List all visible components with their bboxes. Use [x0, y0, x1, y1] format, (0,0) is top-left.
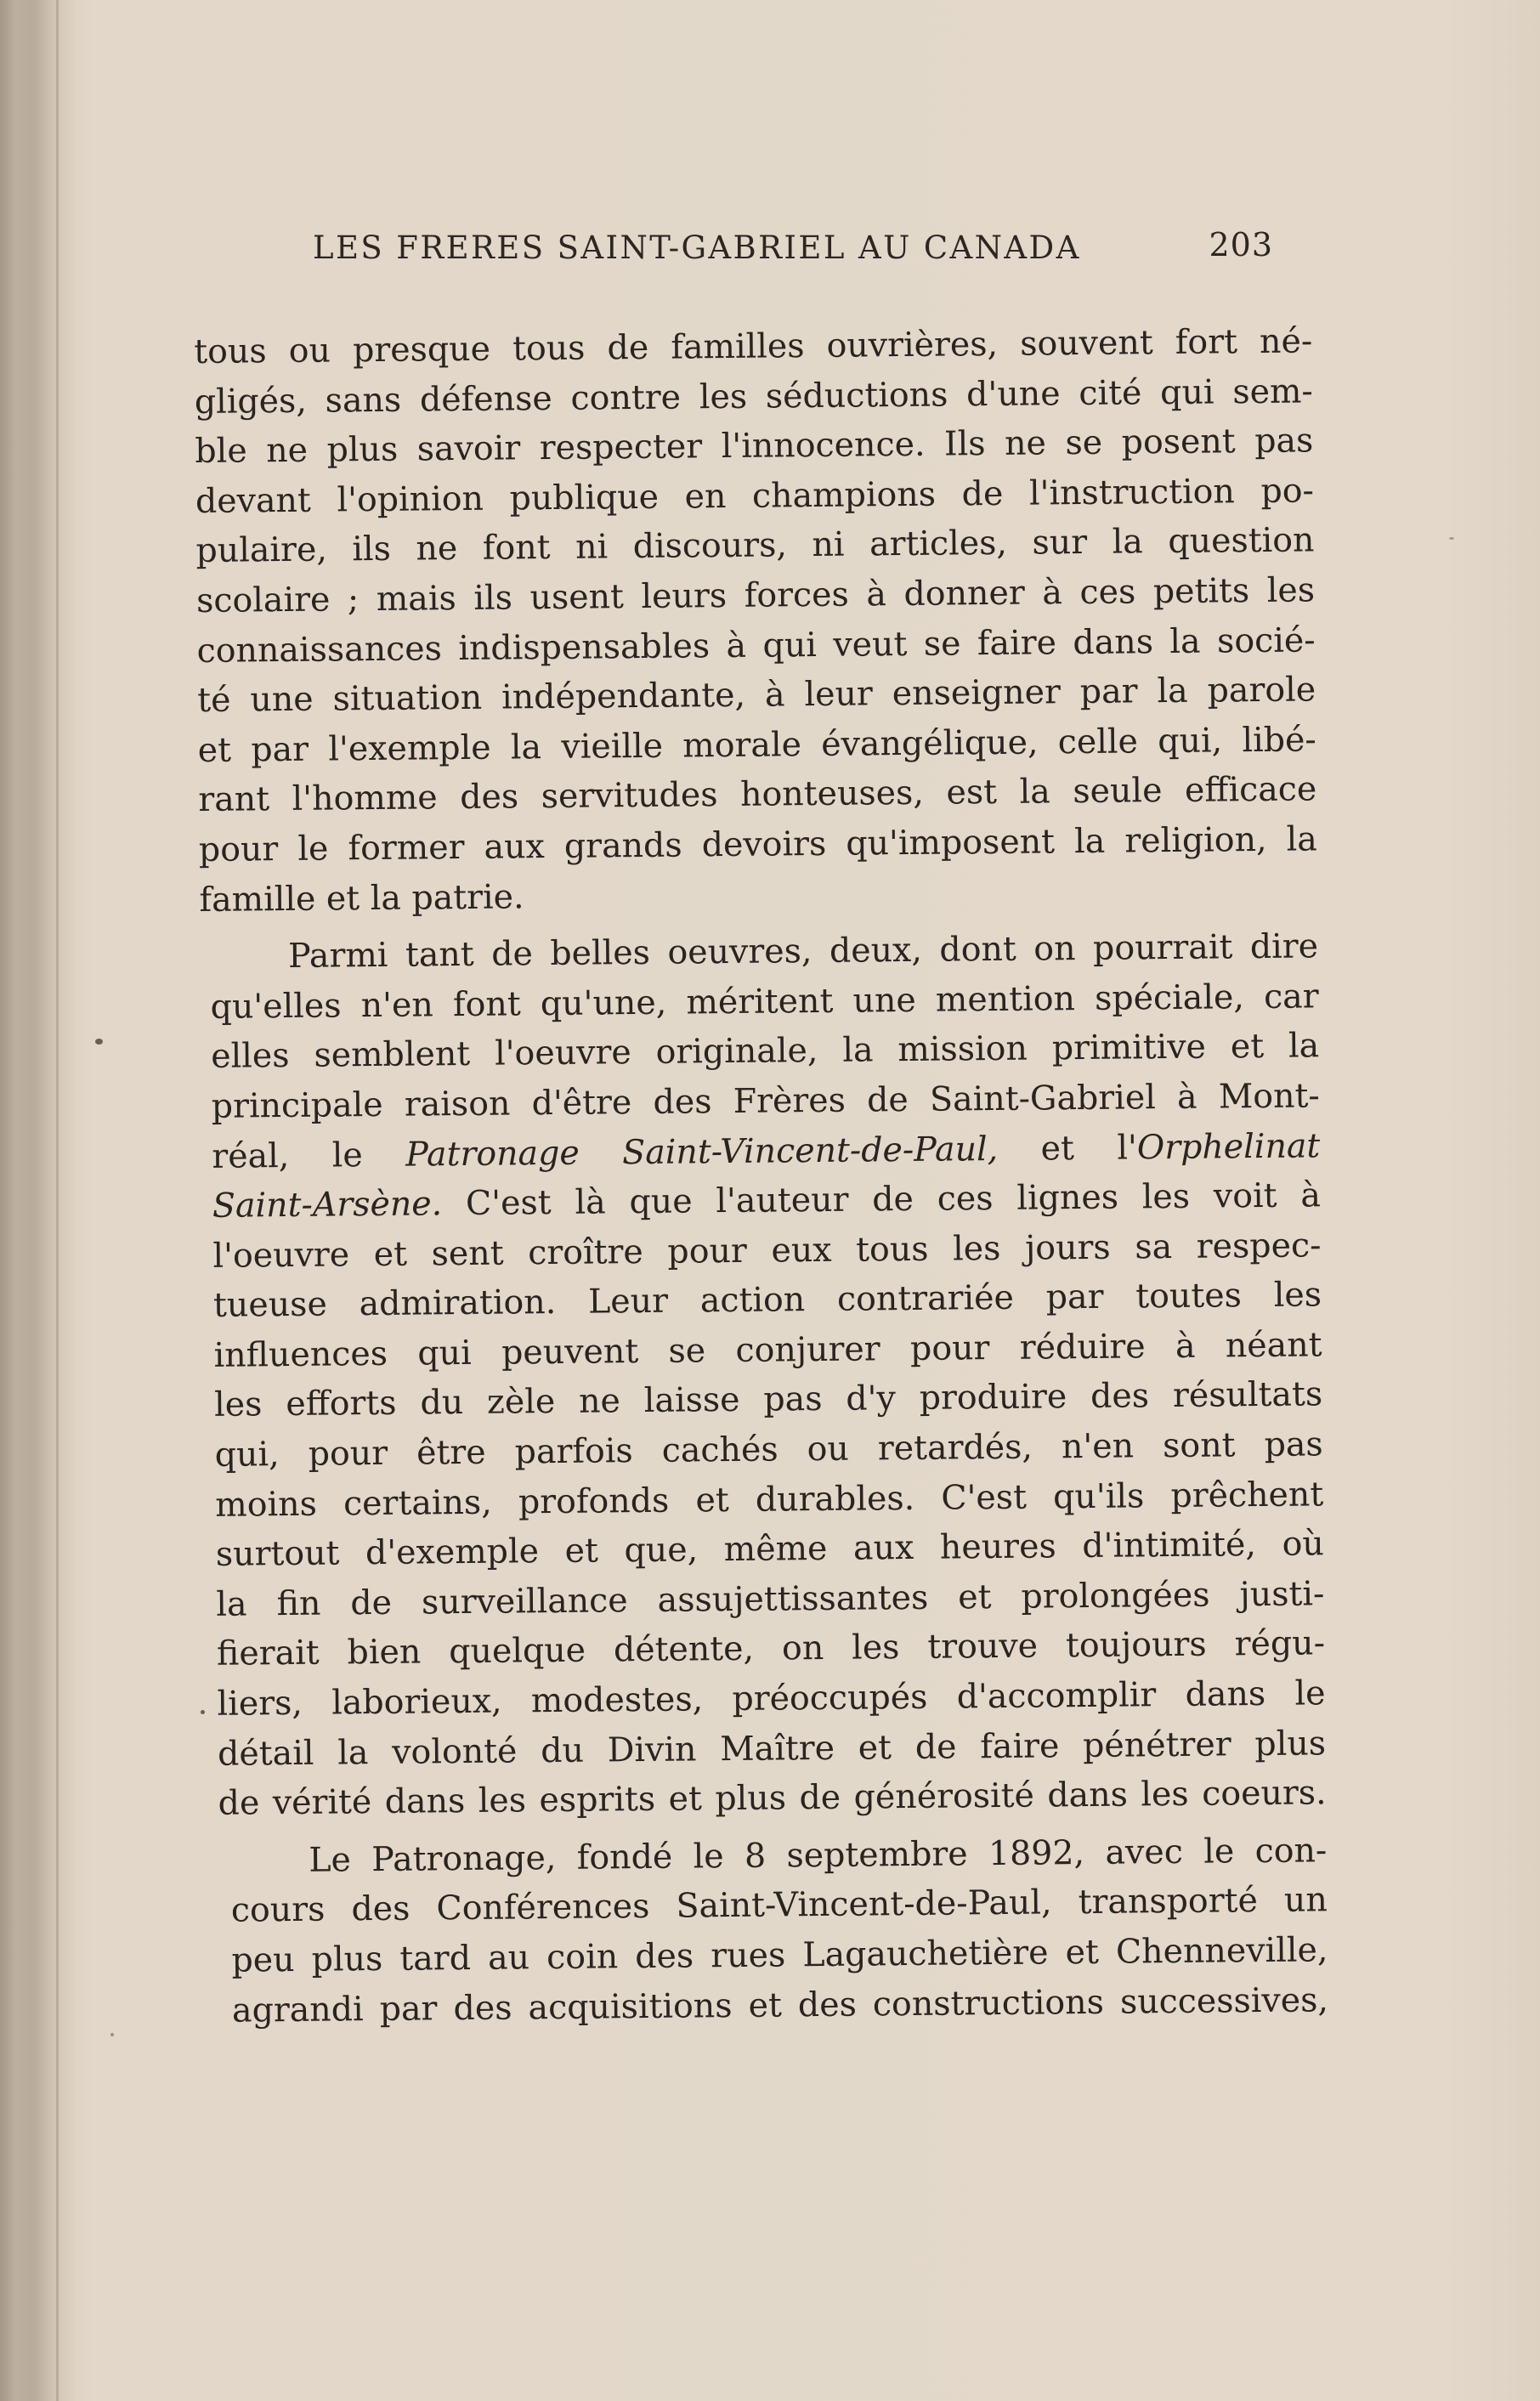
text-line: l'oeuvre et sent croître pour eux tous les jours sa respec-	[212, 1226, 1322, 1276]
italic-title-patronage: Patronage Saint-Vincent-de-Paul,	[405, 1129, 999, 1175]
text-run: C'est là que l'auteur de ces lignes les voit à	[442, 1175, 1322, 1224]
text-line: cours des Conférences Saint-Vincent-de-Paul, transporté un	[230, 1880, 1328, 1931]
text-line: gligés, sans défense contre les séductions d'une cité qui sem-	[194, 371, 1314, 422]
text-line: Le Patronage, fondé le 8 septembre 1892, avec le con-	[309, 1831, 1328, 1880]
text-line: moins certains, profonds et durables. C'est qu'ils prêchent	[215, 1474, 1324, 1525]
text-line: et par l'exemple la vieille morale évangélique, celle qui, libé-	[197, 720, 1316, 770]
italic-title-orphelinat: Orphelinat	[1136, 1125, 1321, 1167]
text-line: peu plus tard au coin des rues Lagauchetière et Chenneville,	[231, 1930, 1328, 1980]
text-run: réal, le	[212, 1135, 406, 1176]
text-line: famille et la patrie.	[199, 876, 524, 920]
paragraph-3	[230, 1826, 1328, 2036]
paper-speck	[110, 2033, 114, 2036]
text-line: liers, laborieux, modestes, préoccupés d'accomplir dans le	[217, 1673, 1326, 1724]
text-line: ble ne plus savoir respecter l'innocence. Ils ne se posent pas	[195, 421, 1314, 472]
text-line: Parmi tant de belles oeuvres, deux, dont on pourrait dire	[287, 926, 1319, 977]
text-line: qui, pour être parfois cachés ou retardés, n'en sont pas	[214, 1424, 1323, 1475]
binding-shadow	[0, 0, 76, 2401]
page-header	[313, 226, 1273, 289]
text-line: scolaire ; mais ils usent leurs forces à donner à ces petits les	[195, 570, 1316, 620]
text-line: de vérité dans les esprits et plus de générosité dans les coeurs.	[218, 1773, 1327, 1824]
text-line: rant l'homme des servitudes honteuses, est la seule efficace	[198, 769, 1317, 820]
text-line: agrandi par des acquisitions et des constructions successives,	[231, 1979, 1329, 2030]
text-line: fierait bien quelque détente, on les trouve toujours régu-	[216, 1623, 1326, 1674]
text-line: principale raison d'être des Frères de Saint-Gabriel à Mont-	[211, 1076, 1320, 1126]
text-line: connaissances indispensables à qui veut se faire dans la socié-	[196, 620, 1316, 671]
paper-speck	[95, 1039, 103, 1045]
text-line: elles semblent l'oeuvre originale, la mission primitive et la	[211, 1026, 1320, 1077]
text-run: et l'	[998, 1127, 1138, 1169]
text-line: influences qui peuvent se conjurer pour réduire à néant	[213, 1325, 1322, 1375]
paragraph-2	[210, 921, 1327, 1828]
text-line: tous ou presque tous de familles ouvrières, souvent fort né-	[194, 321, 1313, 371]
paragraph-1	[194, 316, 1318, 925]
text-line: pulaire, ils ne font ni discours, ni articles, sur la question	[195, 520, 1315, 571]
text-line: pour le former aux grands devoirs qu'imposent la religion, la	[198, 819, 1318, 869]
body-text	[194, 316, 1328, 2043]
running-head: LES FRERES SAINT-GABRIEL AU CANADA	[313, 229, 1081, 266]
italic-title-saint-arsene: Saint-Arsène.	[212, 1184, 443, 1226]
text-line: té une situation indépendante, à leur enseigner par la parole	[196, 670, 1316, 721]
text-line: la fin de surveillance assujettissantes et prolongées justi-	[216, 1574, 1325, 1624]
text-line: tueuse admiration. Leur action contrariée par toutes les	[212, 1275, 1322, 1326]
text-line: surtout d'exemple et que, même aux heures d'intimité, où	[215, 1524, 1325, 1575]
text-line: devant l'opinion publique en champions de l'instruction po-	[195, 471, 1315, 521]
paper-speck	[201, 1710, 205, 1714]
text-line: qu'elles n'en font qu'une, méritent une mention spéciale, car	[210, 977, 1319, 1027]
text-line: les efforts du zèle ne laisse pas d'y produire des résultats	[213, 1374, 1323, 1425]
page-number: 203	[1209, 226, 1273, 263]
paper-speck	[1449, 537, 1454, 540]
binding-edge	[56, 0, 59, 2401]
text-line: détail la volonté du Divin Maître et de faire pénétrer plus	[217, 1723, 1327, 1774]
